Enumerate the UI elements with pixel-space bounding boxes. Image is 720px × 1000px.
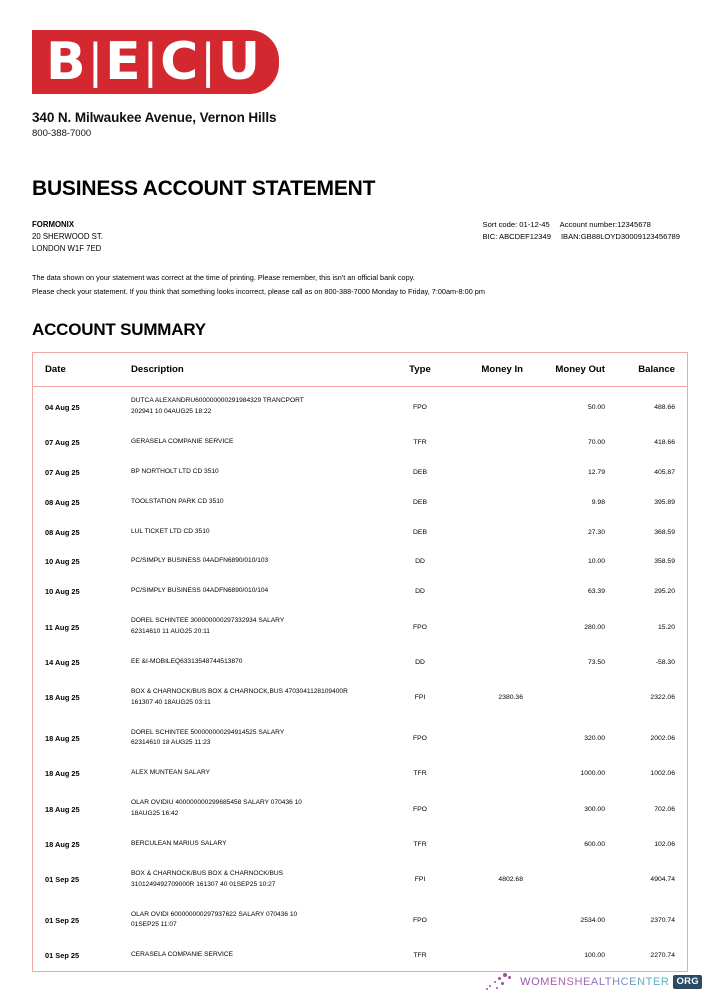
becu-logo bbox=[32, 30, 279, 94]
description-line-1: PC/SIMPLY BUSINESS 04ADFN6890/010/103 bbox=[131, 557, 269, 565]
column-header-money-in: Money In bbox=[451, 353, 523, 387]
description-line-2: 01SEP25 11:07 bbox=[131, 921, 177, 929]
cell-date: 18 Aug 25 bbox=[33, 677, 121, 718]
table-row bbox=[33, 829, 687, 859]
customer-block bbox=[32, 219, 103, 255]
table-row bbox=[33, 759, 687, 789]
bank-phone: 800-388-7000 bbox=[32, 128, 92, 139]
description-line-1: DOREL SCHINTEE 500000000294914525 SALARY bbox=[131, 728, 285, 736]
cell-balance: 2002.06 bbox=[605, 718, 687, 759]
cell-money-out: 27.30 bbox=[523, 517, 605, 547]
cell-money-in bbox=[451, 789, 523, 830]
logo-letter-e: E bbox=[105, 32, 142, 92]
description-line-2: 202941 10 04AUG25 18:22 bbox=[131, 408, 212, 416]
account-row-1 bbox=[483, 219, 680, 231]
description-line-1: DUTCA ALEXANDRU600000000291984329 TRANCPORT bbox=[131, 397, 304, 405]
cell-money-out: 12.79 bbox=[523, 457, 605, 487]
cell-date: 18 Aug 25 bbox=[33, 789, 121, 830]
cell-balance: 702.06 bbox=[605, 789, 687, 830]
page-title: BUSINESS ACCOUNT STATEMENT bbox=[32, 177, 376, 200]
cell-money-in: 2380.36 bbox=[451, 677, 523, 718]
cell-type: FPO bbox=[389, 789, 451, 830]
statement-notice bbox=[32, 271, 688, 298]
cell-type: TFR bbox=[389, 759, 451, 789]
cell-description bbox=[121, 647, 389, 677]
cell-type: TFR bbox=[389, 941, 451, 971]
cell-money-in bbox=[451, 829, 523, 859]
cell-balance: 2270.74 bbox=[605, 941, 687, 971]
description-line-1: OLAR OVIDI 600000000297937622 SALARY 070436 10 bbox=[131, 910, 298, 918]
description-line-2: 161307 40 18AUG25 03:11 bbox=[131, 698, 211, 706]
table-row bbox=[33, 941, 687, 971]
table-row bbox=[33, 387, 687, 428]
cell-type: DD bbox=[389, 547, 451, 577]
table-head bbox=[33, 353, 687, 387]
table-row bbox=[33, 718, 687, 759]
description-line-2: 18AUG25 16:42 bbox=[131, 810, 179, 818]
table-row bbox=[33, 607, 687, 648]
customer-name: FORMONIX bbox=[32, 220, 75, 229]
cell-money-in bbox=[451, 547, 523, 577]
cell-money-in bbox=[451, 487, 523, 517]
description-line-1: TOOLSTATION PARK CD 3510 bbox=[131, 497, 224, 505]
description-line-1: ALEX MUNTEAN SALARY bbox=[131, 769, 211, 777]
table-row bbox=[33, 859, 687, 900]
column-header-balance: Balance bbox=[605, 353, 687, 387]
cell-date: 01 Sep 25 bbox=[33, 859, 121, 900]
dots-icon bbox=[486, 972, 516, 992]
cell-date: 01 Sep 25 bbox=[33, 941, 121, 971]
cell-money-in bbox=[451, 607, 523, 648]
cell-description bbox=[121, 517, 389, 547]
cell-date: 04 Aug 25 bbox=[33, 387, 121, 428]
cell-balance: 368.59 bbox=[605, 517, 687, 547]
cell-money-out: 600.00 bbox=[523, 829, 605, 859]
cell-balance: 2322.06 bbox=[605, 677, 687, 718]
description-line-1: BOX & CHARNOCK/BUS BOX & CHARNOCK,BUS 4703041128109400R bbox=[131, 687, 348, 695]
description-line-1: DOREL SCHINTEE 300000000297332934 SALARY bbox=[131, 617, 285, 625]
cell-type: TFR bbox=[389, 829, 451, 859]
customer-address-line2: LONDON W1F 7ED bbox=[32, 244, 102, 254]
cell-balance: 2370.74 bbox=[605, 900, 687, 941]
cell-date: 14 Aug 25 bbox=[33, 647, 121, 677]
cell-type: DEB bbox=[389, 517, 451, 547]
table-row bbox=[33, 677, 687, 718]
notice-line-1: The data shown on your statement was correct at the time of printing. Please remember, this isn't an official bank copy. bbox=[32, 273, 415, 283]
logo-letter-c: C bbox=[160, 32, 200, 92]
column-header-description: Description bbox=[121, 353, 389, 387]
cell-description bbox=[121, 829, 389, 859]
description-line-2: 62314610 18 AUG25 11:23 bbox=[131, 739, 211, 747]
cell-type: DEB bbox=[389, 487, 451, 517]
description-line-1: BERCULEAN MARIUS SALARY bbox=[131, 839, 227, 847]
cell-money-in bbox=[451, 941, 523, 971]
description-line-1: EE &I-MOBILEQ63313548744513870 bbox=[131, 657, 243, 665]
cell-money-in bbox=[451, 718, 523, 759]
cell-balance: 102.06 bbox=[605, 829, 687, 859]
bic-code: BIC: ABCDEF12349 bbox=[482, 232, 551, 242]
description-line-1: LUL TICKET LTD CD 3510 bbox=[131, 527, 210, 535]
statement-meta bbox=[32, 219, 688, 255]
cell-description bbox=[121, 900, 389, 941]
cell-description bbox=[121, 789, 389, 830]
cell-money-out: 63.39 bbox=[523, 577, 605, 607]
sort-code: Sort code: 01-12-45 bbox=[482, 220, 550, 229]
cell-date: 18 Aug 25 bbox=[33, 718, 121, 759]
cell-type: TFR bbox=[389, 427, 451, 457]
cell-money-in bbox=[451, 577, 523, 607]
description-line-1: CERASELA COMPANIE SERVICE bbox=[131, 951, 233, 959]
cell-money-out: 9.98 bbox=[523, 487, 605, 517]
column-header-money-out: Money Out bbox=[523, 353, 605, 387]
cell-balance: 418.66 bbox=[605, 427, 687, 457]
table-row bbox=[33, 577, 687, 607]
cell-money-out: 70.00 bbox=[523, 427, 605, 457]
cell-money-in bbox=[451, 457, 523, 487]
cell-money-out: 300.00 bbox=[523, 789, 605, 830]
cell-date: 08 Aug 25 bbox=[33, 517, 121, 547]
cell-type: FPO bbox=[389, 387, 451, 428]
cell-money-in: 4802.68 bbox=[451, 859, 523, 900]
description-line-1: OLAR OVIDIU 400000000299685458 SALARY 070436 10 bbox=[131, 799, 302, 807]
cell-type: FPO bbox=[389, 607, 451, 648]
description-line-2: 62314610 11 AUG25 20:11 bbox=[131, 628, 210, 636]
cell-money-in bbox=[451, 900, 523, 941]
cell-money-in bbox=[451, 427, 523, 457]
cell-description bbox=[121, 759, 389, 789]
cell-description bbox=[121, 547, 389, 577]
column-header-date: Date bbox=[33, 353, 121, 387]
description-line-1: PC/SIMPLY BUSINESS 04ADFN6890/010/104 bbox=[131, 587, 269, 595]
cell-balance: 358.59 bbox=[605, 547, 687, 577]
logo-divider-2: | bbox=[142, 34, 160, 88]
bank-logo-block bbox=[32, 30, 688, 139]
cell-type: FPI bbox=[389, 677, 451, 718]
cell-date: 18 Aug 25 bbox=[33, 759, 121, 789]
cell-money-out: 10.00 bbox=[523, 547, 605, 577]
cell-description bbox=[121, 387, 389, 428]
cell-description bbox=[121, 941, 389, 971]
table-row bbox=[33, 647, 687, 677]
cell-date: 10 Aug 25 bbox=[33, 577, 121, 607]
cell-description bbox=[121, 487, 389, 517]
cell-balance: 295.20 bbox=[605, 577, 687, 607]
cell-balance: 405.87 bbox=[605, 457, 687, 487]
cell-date: 11 Aug 25 bbox=[33, 607, 121, 648]
customer-address-line1: 20 SHERWOOD ST. bbox=[32, 232, 103, 242]
table-row bbox=[33, 457, 687, 487]
cell-money-in bbox=[451, 759, 523, 789]
account-number: Account number:12345678 bbox=[559, 220, 651, 229]
cell-money-out: 2534.00 bbox=[523, 900, 605, 941]
cell-money-in bbox=[451, 647, 523, 677]
table-row bbox=[33, 789, 687, 830]
cell-date: 07 Aug 25 bbox=[33, 427, 121, 457]
cell-money-out: 100.00 bbox=[523, 941, 605, 971]
becu-logo-text bbox=[46, 32, 262, 92]
cell-balance: 15.20 bbox=[605, 607, 687, 648]
cell-description bbox=[121, 677, 389, 718]
description-line-1: BOX & CHARNOCK/BUS BOX & CHARNOCK/BUS bbox=[131, 869, 284, 877]
notice-line-2: Please check your statement. If you think that something looks incorrect, please call as on 800-388-7000 Monday to Friday, 7:00am-8:00 pm bbox=[32, 286, 485, 296]
watermark-badge: ORG bbox=[673, 975, 702, 989]
cell-date: 18 Aug 25 bbox=[33, 829, 121, 859]
description-line-2: 3101249492709000R 161307 40 01SEP25 10:27 bbox=[131, 880, 276, 888]
iban-code: IBAN:GB88LOYD30009123456789 bbox=[560, 232, 680, 242]
cell-type: FPO bbox=[389, 900, 451, 941]
cell-money-out: 50.00 bbox=[523, 387, 605, 428]
watermark-text: WOMENSHEALTHCENTER bbox=[520, 976, 670, 988]
cell-money-out: 280.00 bbox=[523, 607, 605, 648]
table-row bbox=[33, 517, 687, 547]
cell-money-out: 320.00 bbox=[523, 718, 605, 759]
cell-money-in bbox=[451, 517, 523, 547]
cell-description bbox=[121, 718, 389, 759]
table-body bbox=[33, 387, 687, 971]
cell-money-out: 73.50 bbox=[523, 647, 605, 677]
cell-description bbox=[121, 457, 389, 487]
cell-money-out bbox=[523, 859, 605, 900]
cell-description bbox=[121, 607, 389, 648]
cell-balance: 4904.74 bbox=[605, 859, 687, 900]
cell-money-out: 1000.00 bbox=[523, 759, 605, 789]
bank-address: 340 N. Milwaukee Avenue, Vernon Hills bbox=[32, 110, 277, 125]
cell-balance: 1002.06 bbox=[605, 759, 687, 789]
logo-divider-1: | bbox=[87, 34, 105, 88]
cell-balance: 488.66 bbox=[605, 387, 687, 428]
account-row-2 bbox=[483, 231, 680, 243]
cell-type: FPO bbox=[389, 718, 451, 759]
table-header-row bbox=[33, 353, 687, 387]
cell-type: DEB bbox=[389, 457, 451, 487]
cell-balance: -58.30 bbox=[605, 647, 687, 677]
cell-date: 01 Sep 25 bbox=[33, 900, 121, 941]
logo-divider-3: | bbox=[200, 34, 217, 88]
table-row bbox=[33, 487, 687, 517]
section-title-account-summary: ACCOUNT SUMMARY bbox=[32, 320, 206, 340]
logo-letter-u: U bbox=[217, 32, 262, 92]
footer-watermark bbox=[486, 972, 702, 992]
table-row bbox=[33, 900, 687, 941]
cell-description bbox=[121, 427, 389, 457]
cell-money-out bbox=[523, 677, 605, 718]
logo-letter-b: B bbox=[46, 32, 87, 92]
description-line-1: BP NORTHOLT LTD CD 3510 bbox=[131, 467, 219, 475]
cell-date: 10 Aug 25 bbox=[33, 547, 121, 577]
cell-type: DD bbox=[389, 647, 451, 677]
table-row bbox=[33, 427, 687, 457]
account-summary-table bbox=[33, 353, 687, 971]
cell-money-in bbox=[451, 387, 523, 428]
cell-type: FPI bbox=[389, 859, 451, 900]
description-line-1: GERASELA COMPANIE SERVICE bbox=[131, 437, 234, 445]
cell-type: DD bbox=[389, 577, 451, 607]
cell-balance: 395.89 bbox=[605, 487, 687, 517]
cell-description bbox=[121, 859, 389, 900]
cell-date: 07 Aug 25 bbox=[33, 457, 121, 487]
column-header-type: Type bbox=[389, 353, 451, 387]
account-summary-table-wrap bbox=[32, 352, 688, 972]
cell-description bbox=[121, 577, 389, 607]
account-block bbox=[483, 219, 688, 243]
table-row bbox=[33, 547, 687, 577]
cell-date: 08 Aug 25 bbox=[33, 487, 121, 517]
